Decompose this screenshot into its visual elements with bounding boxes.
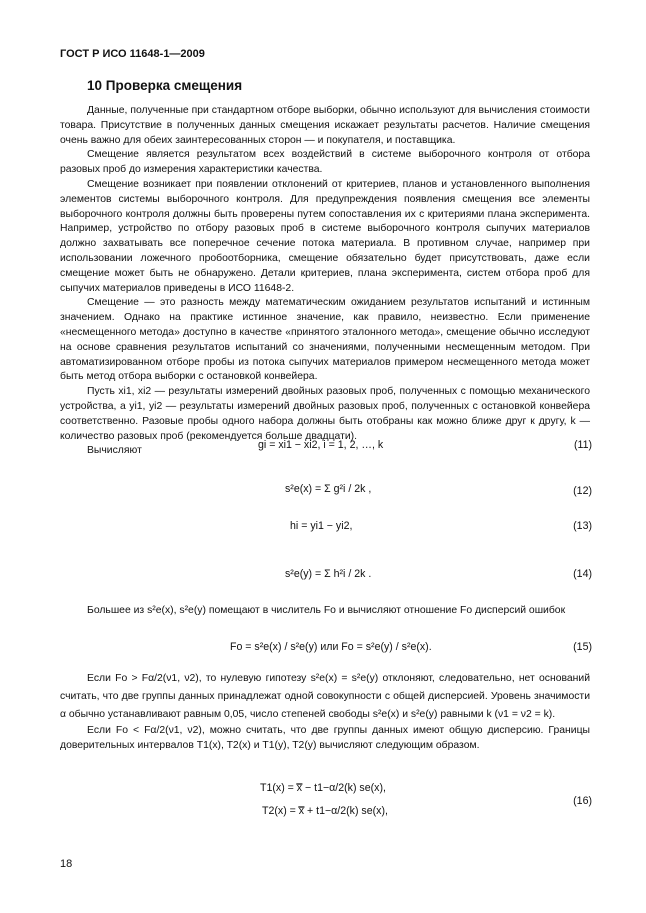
text-after-15 <box>60 670 590 754</box>
section-title: 10 Проверка смещения <box>87 78 243 93</box>
paragraph: Если Fo > Fα/2(ν1, ν2), то нулевую гипотезу s²e(x) = s²e(y) отклоняют, следовательно, нет оснований считать, что две группы данных принадлежат одной совокупности с общей дисперсией. Уровень значимости α обычно устанавливают равным 0,05, число степеней свободы s²e(x) и s²e(y) равными k (ν1 = ν2 = k). <box>60 673 590 720</box>
equation-16b: T2(x) = x̿ + t1−α/2(k) se(x), <box>262 805 388 817</box>
paragraph: Данные, полученные при стандартном отборе выборки, обычно используют для вычисления стоимости товара. Присутствие в полученных данных смещения искажает результаты расчетов. Наличие смещения очень важно для обеих заинтересованных сторон — и покупателя, и поставщика. <box>60 105 590 146</box>
paragraph: Вычисляют <box>87 445 142 457</box>
equation-14: s²e(y) = Σ h²i / 2k . <box>285 568 372 580</box>
text-after-14 <box>60 604 590 619</box>
equation-number: (11) <box>573 439 592 451</box>
equation-11: gi = xi1 − xi2, i = 1, 2, …, k <box>258 439 384 451</box>
equation-number: (13) <box>573 520 592 532</box>
body-text <box>60 104 590 459</box>
page-number: 18 <box>60 858 73 870</box>
paragraph: Смещение — это разность между математическим ожиданием результатов испытаний и истинным значением. Однако на практике истинное значение, как правило, неизвестно. Если применение «несмещенного метода» доступно в качестве «принятого эталонного метода», смещение обычно исследуют на основе сравнения результатов испытаний со значениями, полученными несмещенным методом. При автоматизированном отборе пробы из потока сыпучих материалов примером несмещенного метода может быть метод отбора выборки с остановкой конвейера. <box>60 297 590 383</box>
equation-15: Fo = s²e(x) / s²e(y) или Fo = s²e(y) / s²e(x). <box>230 641 432 653</box>
equation-number: (15) <box>573 641 592 653</box>
paragraph: Большее из s²e(x), s²e(y) помещают в числитель Fo и вычисляют отношение Fo дисперсий ошибок <box>87 605 566 616</box>
equation-number: (16) <box>573 795 592 807</box>
equation-13: hi = yi1 − yi2, <box>290 520 353 532</box>
paragraph: Смещение возникает при появлении отклонений от критериев, планов и установленного выполнения элементов системы выборочного контроля. Для предупреждения появления смещения все элементы выборочного контроля должны быть проверены путем сопоставления их с критериями плана эксперимента. Например, устройство по отбору разовых проб в системе выборочного контроля сыпучих материалов должно захватывать все поперечное сечение потока материала. В противном случае, например при использовании ложечного пробоотборника, смещение обязательно будет присутствовать, даже если смещение может быть не обнаружено. Детали критериев, плана эксперимента, систем отбора проб для сыпучих материалов приведены в ИСО 11648-2. <box>60 178 590 294</box>
equation-12: s²e(x) = Σ g²i / 2k , <box>285 483 372 495</box>
equation-16a: T1(x) = x̿ − t1−α/2(k) se(x), <box>260 782 386 794</box>
paragraph: Если Fo < Fα/2(ν1, ν2), можно считать, что две группы данных имеют общую дисперсию. Границы доверительных интервалов T1(x), T2(x) и T1(y), T2(y) вычисляют следующим образом. <box>60 725 590 751</box>
paragraph: Пусть xi1, xi2 — результаты измерений двойных разовых проб, полученных с помощью механического устройства, а yi1, yi2 — результаты измерений двойных разовых проб, полученных с остановкой конвейера соответственно. Разовые пробы одного набора должны быть отобраны как можно ближе друг к другу, k — количество разовых проб (рекомендуется больше двадцати). <box>60 386 590 442</box>
paragraph: Смещение является результатом всех воздействий в системе выборочного контроля от отбора разовых проб до измерения характеристики качества. <box>60 149 590 176</box>
equation-number: (14) <box>573 568 592 580</box>
equation-number: (12) <box>573 485 592 497</box>
document-header: ГОСТ Р ИСО 11648-1—2009 <box>60 48 205 60</box>
